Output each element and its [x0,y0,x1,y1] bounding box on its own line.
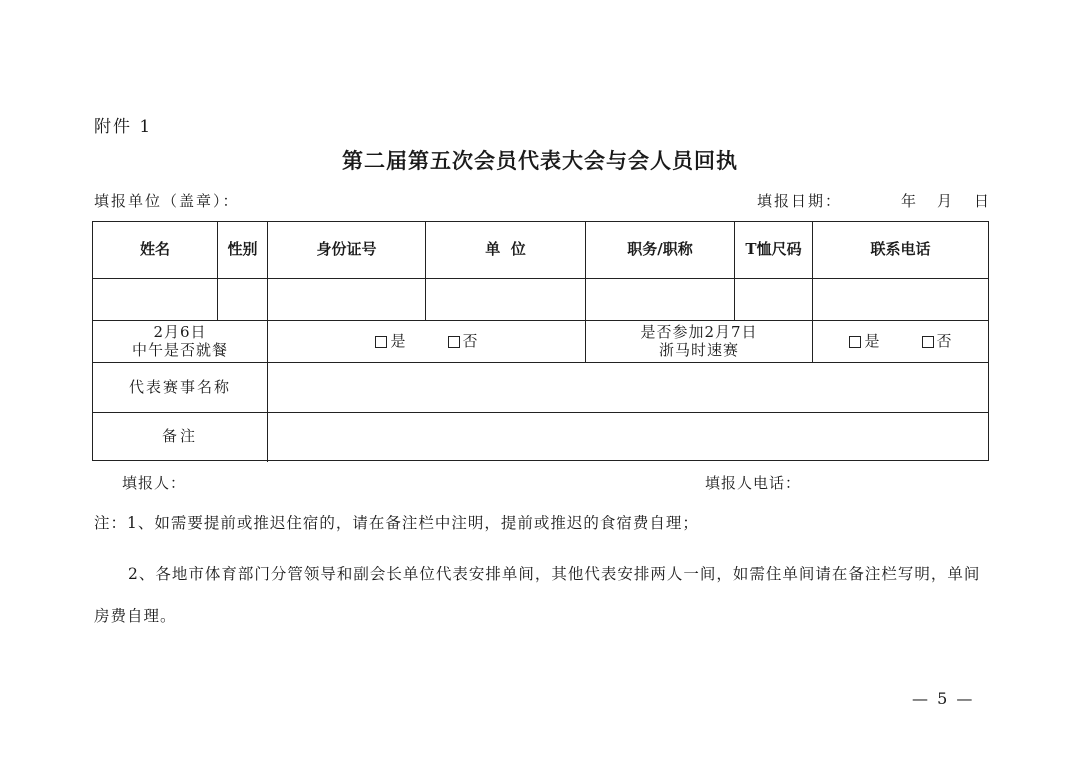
lunch-options [268,321,585,362]
registration-table [92,221,989,461]
race-no-label: 否 [936,331,952,350]
phone-field[interactable] [813,279,988,320]
remarks-field[interactable] [268,413,988,460]
tshirt-size-field[interactable] [735,279,812,320]
date-day: 日 [974,192,990,210]
filler-phone-label: 填报人电话： [705,474,802,492]
gender-field[interactable] [218,279,267,320]
col-header-name: 姓名 [139,240,170,259]
race-yes-option[interactable] [849,333,879,350]
race-options [813,321,988,362]
lunch-question [93,321,267,362]
checkbox-icon[interactable] [849,336,861,348]
unit-field[interactable] [426,279,585,320]
remarks-label: 备注 [161,426,198,445]
checkbox-icon[interactable] [922,336,934,348]
race-question-line2: 浙马时速赛 [658,340,739,359]
lunch-yes-label: 是 [390,331,406,350]
col-header-unit: 单 位 [485,240,526,259]
lunch-yes-option[interactable] [375,333,405,350]
page-number: — 5 — [912,689,975,708]
date-month: 月 [937,192,953,210]
name-field[interactable] [93,279,217,320]
race-question-line1: 是否参加2月7日 [640,323,758,342]
attachment-label: 附件 1 [94,117,153,137]
race-no-option[interactable] [922,333,952,350]
race-question [586,321,812,362]
filler-label: 填报人： [122,474,187,492]
col-header-gender: 性别 [227,240,258,259]
id-number-field[interactable] [268,279,425,320]
checkbox-icon[interactable] [375,336,387,348]
page-title: 第二届第五次会员代表大会与会人员回执 [342,148,738,173]
note-2: 2、各地市体育部门分管领导和副会长单位代表安排单间，其他代表安排两人一间，如需住单间请在备注栏写明，单间房费自理。 [94,565,981,625]
lunch-no-label: 否 [462,331,478,350]
col-header-id-number: 身份证号 [316,240,377,259]
date-label: 填报日期： [757,192,843,210]
race-yes-label: 是 [864,331,880,350]
position-field[interactable] [586,279,734,320]
col-header-tshirt-size: T恤尺码 [745,240,802,259]
col-header-phone: 联系电话 [870,240,931,259]
event-name-label: 代表赛事名称 [128,377,231,396]
note-1: 注：1、如需要提前或推迟住宿的，请在备注栏中注明，提前或推迟的食宿费自理； [94,514,699,532]
lunch-no-option[interactable] [448,333,478,350]
col-header-position: 职务/职称 [627,240,693,259]
unit-label: 填报单位（盖章）： [94,192,240,210]
event-name-field[interactable] [268,363,988,412]
lunch-question-line1: 2月6日 [153,323,207,342]
checkbox-icon[interactable] [448,336,460,348]
date-year: 年 [901,192,917,210]
lunch-question-line2: 中午是否就餐 [131,340,228,359]
